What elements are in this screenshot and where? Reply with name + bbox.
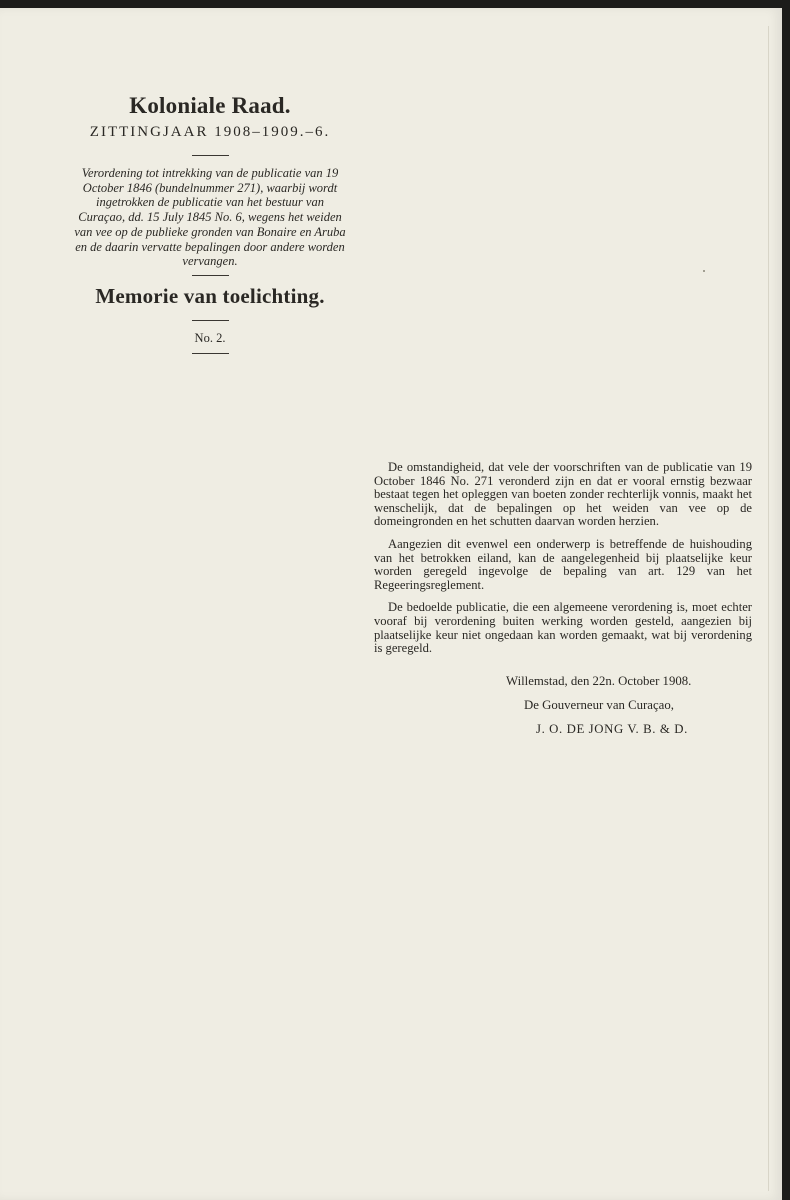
explanatory-text (374, 461, 752, 665)
divider (192, 353, 229, 354)
paragraph: De bedoelde publicatie, die een algemeene verordening is, moet echter vooraf bij verordening buiten werking worden gesteld, aangezien bij plaatselijke keur niet ongedaan kan worden gemaakt, wat bij verordening is geregeld. (374, 600, 752, 656)
paper-speck (703, 270, 705, 272)
session-year: ZITTINGJAAR 1908–1909.–6. (89, 124, 331, 140)
signatory-title: De Gouverneur van Curaçao, (524, 698, 674, 712)
memorie-title: Memorie van toelichting. (95, 283, 325, 308)
document-page (0, 8, 782, 1200)
document-title: Koloniale Raad. (129, 93, 291, 118)
paragraph: De omstandigheid, dat vele der voorschriften van de publicatie van 19 October 1846 No. 271 veronderd zijn en dat er vooral ernstig bezwaar bestaat tegen het opleggen van boeten zonder rechterlijk vonnis, maakt het wenschelijk, dat de bepalingen op het weiden van vee op de domeingronden en het schutten daarvan worden herzien. (374, 460, 752, 529)
paragraph: Aangezien dit evenwel een onderwerp is betreffende de huishouding van het betrokken eiland, kan de aangelegenheid bij plaatselijke keur worden geregeld ingevolge de bepaling van art. 129 van het Regeeringsreglement. (374, 536, 752, 592)
page-fold-edge (768, 26, 769, 1191)
signatory-name: J. O. DE JONG V. B. & D. (536, 722, 688, 736)
document-heading-column (70, 93, 350, 354)
divider (192, 155, 229, 156)
document-number: No. 2. (194, 330, 226, 345)
place-and-date: Willemstad, den 22n. October 1908. (506, 674, 692, 688)
ordinance-subject: Verordening tot intrekking van de publicatie van 19 October 1846 (bundelnummer 271), waarbij wordt ingetrokken de publicatie van het bestuur van Curaçao, dd. 15 July 1845 No. 6, wegens het weiden van vee op de publieke gronden van Bonaire en Aruba en de daarin vervatte bepalingen door andere worden vervangen. (74, 166, 346, 269)
divider (192, 320, 229, 321)
divider (192, 275, 229, 276)
